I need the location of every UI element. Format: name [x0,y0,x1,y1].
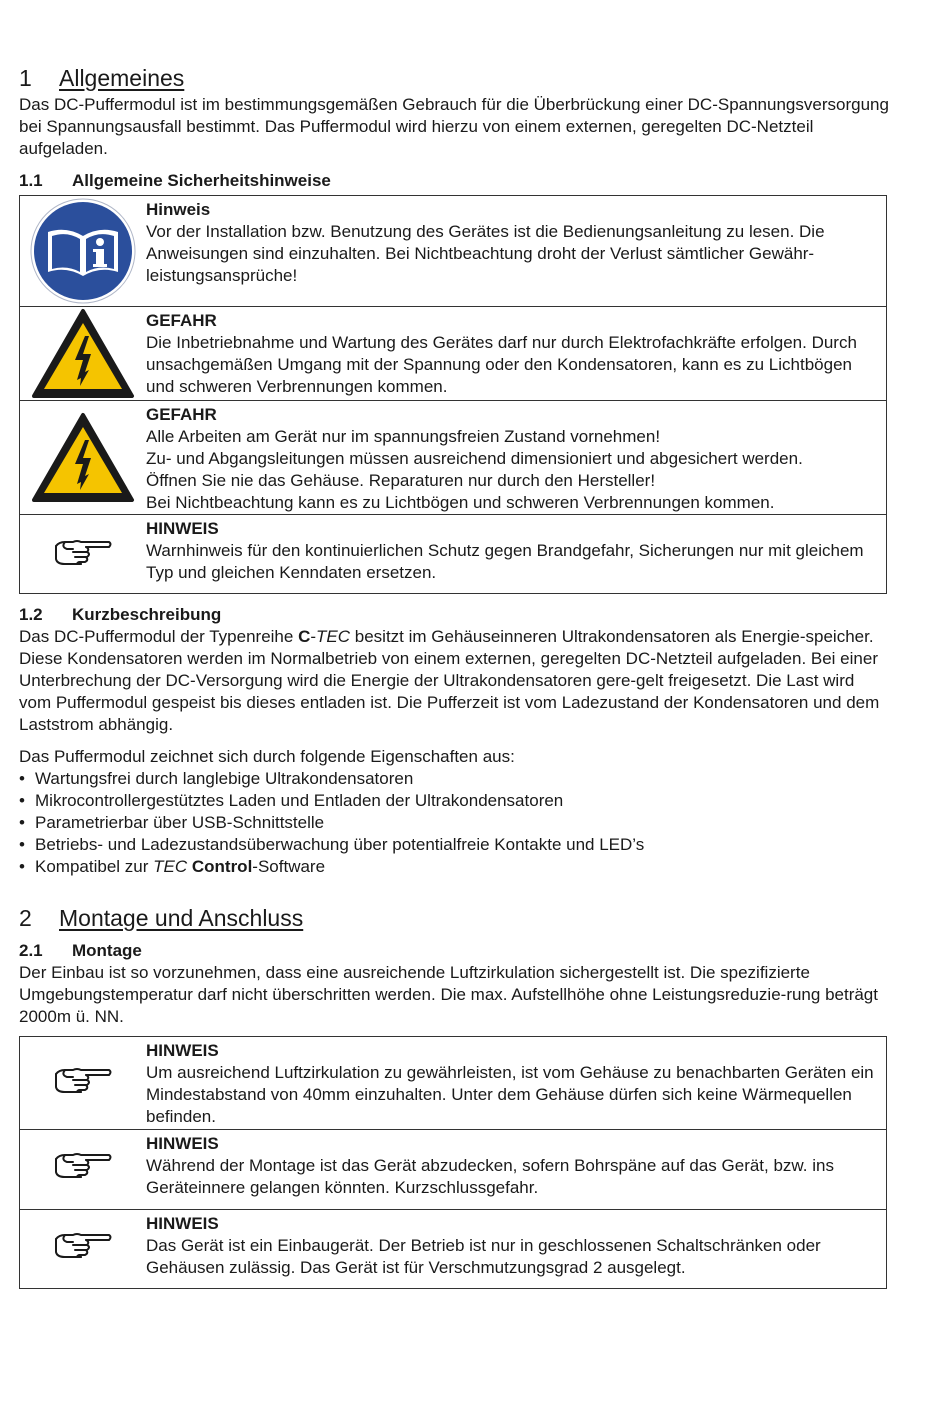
notice-row [20,1209,886,1288]
notice-text: Bei Nichtbeachtung kann es zu Lichtbögen und schweren Verbrennungen kommen. [146,493,775,512]
pointing-hand-icon [53,1065,113,1095]
notice-row [20,196,886,306]
notice-label: GEFAHR [146,405,217,424]
notice-text: Warnhinweis für den kontinuierlichen Schutz gegen Brandgefahr, Sicherungen nur mit gleichem Typ und gleichen Kenndaten ersetzen. [146,541,864,582]
subsection-1-2-heading [19,604,889,626]
pointing-hand-icon [53,1150,113,1180]
notice-text: Das Gerät ist ein Einbaugerät. Der Betrieb ist nur in geschlossenen Schaltschränken oder Gehäusen zulässig. Das Gerät ist für Verschmutzungsgrad 2 ausgelegt. [146,1236,821,1277]
pointing-hand-icon [53,1230,113,1260]
notice-label: HINWEIS [146,519,219,538]
subsection-number: 1.1 [19,171,43,190]
subsection-number: 1.2 [19,605,43,624]
notice-label: HINWEIS [146,1134,219,1153]
subsection-title: Allgemeine Sicherheitshinweise [72,171,331,190]
section-1-heading [19,64,889,92]
notice-text: Während der Montage ist das Gerät abzudecken, sofern Bohrspäne auf das Gerät, bzw. ins Geräteinnere gelangen könnten. Kurzschlussgefahr. [146,1156,834,1197]
notice-label: Hinweis [146,200,211,219]
section-number: 1 [19,65,32,91]
description-paragraph: Das DC-Puffermodul der Typenreihe C-TEC besitzt im Gehäuseinneren Ultrakondensatoren als Energie-speicher. Diese Kondensatoren werden im Normalbetrieb von einem externen, geregelten DC-Netzteil aufgeladen. Bei einer Unterbrechung der DC-Versorgung wird die Energie der Ultrakondensatoren gere-gelt freigesetzt. Die Last wird vom Puffermodul gespeist bis dieses entladen ist. Die Pufferzeit ist vom Ladezustand der Kondensatoren und dem Laststrom abhängig. [19,627,880,734]
document-page [19,64,889,1289]
notice-text: Um ausreichend Luftzirkulation zu gewährleisten, ist vom Gehäuse zu benachbarten Geräten ein Mindestabstand von 40mm einzuhalten. Unter dem Gehäuse dürfen sich keine Wärmequellen befinden. [146,1063,874,1126]
notice-text: Zu- und Abgangsleitungen müssen ausreichend dimensioniert und abgesichert werden. [146,449,803,468]
brand-c: C [298,627,311,646]
notice-row [20,514,886,593]
notice-text: Öffnen Sie nie das Gehäuse. Reparaturen nur durch den Hersteller! [146,471,656,490]
notice-row [20,1129,886,1209]
notice-text: Alle Arbeiten am Gerät nur im spannungsfreien Zustand vornehmen! [146,427,661,446]
notice-label: HINWEIS [146,1041,219,1060]
features-intro: Das Puffermodul zeichnet sich durch folgende Eigenschaften aus: [19,747,515,766]
notice-text: Vor der Installation bzw. Benutzung des Gerätes ist die Bedienungsanleitung zu lesen. Die Anweisungen sind einzuhalten. Bei Nichtbeachtung droht der Verlust sämtlicher Gewähr-leistungsansprüche! [146,222,825,285]
subsection-title: Kurzbeschreibung [72,605,222,624]
subsection-1-1-heading [19,170,889,192]
notice-label: GEFAHR [146,311,217,330]
notice-row [20,306,886,400]
list-item: • Betriebs- und Ladezustandsüberwachung über potentialfreie Kontakte und LED’s [19,834,889,856]
list-item: • Wartungsfrei durch langlebige Ultrakondensatoren [19,768,889,790]
section-1-intro: Das DC-Puffermodul ist im bestimmungsgemäßen Gebrauch für die Überbrückung einer DC-Spannungsversorgung bei Spannungsausfall bestimmt. Das Puffermodul wird hierzu von einem externen, geregelten DC-Netzteil aufgeladen. [19,95,889,158]
list-item: • Kompatibel zur TEC Control-Software [19,856,889,878]
mounting-intro: Der Einbau ist so vorzunehmen, dass eine ausreichende Luftzirkulation sichergestellt ist. Die spezifizierte Umgebungstemperatur darf nicht überschritten werden. Die max. Aufstellhöhe ohne Leistungsreduzie-rung beträgt 2000m ü. NN. [19,963,878,1026]
notice-label: HINWEIS [146,1214,219,1233]
section-2-heading [19,904,889,932]
list-item: • Mikrocontrollergestütztes Laden und Entladen der Ultrakondensatoren [19,790,889,812]
notice-row [20,1037,886,1129]
notice-text: Die Inbetriebnahme und Wartung des Gerätes darf nur durch Elektrofachkräfte erfolgen. Durch unsachgemäßen Umgang mit der Spannung oder den Kondensatoren, kann es zu Lichtbögen und schweren Verbrennungen kommen. [146,333,857,396]
brand-tec: TEC [316,627,351,646]
subsection-number: 2.1 [19,941,43,960]
subsection-title: Montage [72,941,142,960]
feature-list [19,768,889,878]
safety-notice-table [19,195,887,594]
subsection-2-1-heading [19,940,889,962]
section-number: 2 [19,905,32,931]
electric-hazard-icon [31,412,135,504]
section-title: Allgemeines [59,65,185,91]
manual-info-icon [30,198,136,304]
notice-row [20,400,886,514]
mounting-notice-table [19,1036,887,1289]
list-item: • Parametrierbar über USB-Schnittstelle [19,812,889,834]
section-title: Montage und Anschluss [59,905,304,931]
electric-hazard-icon [31,308,135,400]
pointing-hand-icon [53,537,113,567]
